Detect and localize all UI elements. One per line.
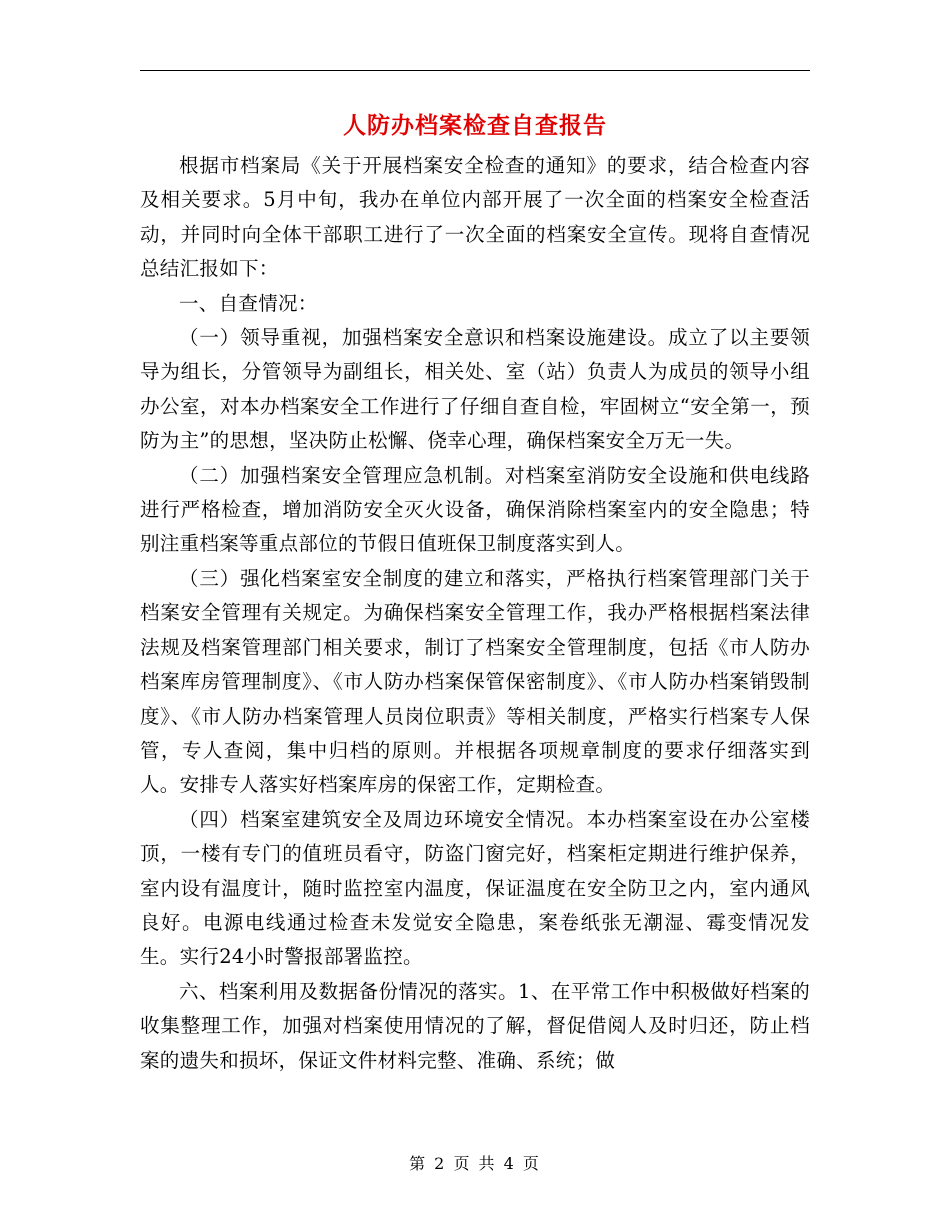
paragraph-item-3: （三）强化档案室安全制度的建立和落实，严格执行档案管理部门关于档案安全管理有关规定。为确保档案安全管理工作，我办严格根据档案法律法规及档案管理部门相关要求，制订了档案安全管理制度，包括《市人防办档案库房管理制度》、《市人防办档案保管保密制度》、《市人防办档案销毁制度》、《市人防办档案管理人员岗位职责》等相关制度，严格实行档案专人保管，专人查阅，集中归档的原则。并根据各项规章制度的要求仔细落实到人。安排专人落实好档案库房的保密工作，定期检查。 bbox=[140, 566, 810, 797]
paragraph-intro: 根据市档案局《关于开展档案安全检查的通知》的要求，结合检查内容及相关要求。5月中旬，我办在单位内部开展了一次全面的档案安全检查活动，并同时向全体干部职工进行了一次全面的档案安全宣传。现将自查情况总结汇报如下： bbox=[140, 154, 810, 281]
document-title: 人防办档案检查自查报告 bbox=[343, 112, 607, 139]
section-heading-self-check: 一、自查情况： bbox=[179, 291, 318, 315]
document-body bbox=[140, 149, 810, 1078]
paragraph-item-1: （一）领导重视，加强档案安全意识和档案设施建设。成立了以主要领导为组长，分管领导为副组长，相关处、室（站）负责人为成员的领导小组办公室，对本办档案安全工作进行了仔细自查自检，牢固树立“安全第一，预防为主”的思想，坚决防止松懈、侥幸心理，确保档案安全万无一失。 bbox=[140, 326, 810, 453]
page-number-footer: 第 2 页 共 4 页 bbox=[409, 1154, 541, 1173]
paragraph-item-2: （二）加强档案安全管理应急机制。对档案室消防安全设施和供电线路进行严格检查，增加消防安全灭火设备，确保消除档案室内的安全隐患；特别注重档案等重点部位的节假日值班保卫制度落实到人。 bbox=[140, 463, 810, 556]
paragraph-item-4: （四）档案室建筑安全及周边环境安全情况。本办档案室设在办公室楼顶，一楼有专门的值班员看守，防盗门窗完好，档案柜定期进行维护保养，室内设有温度计，随时监控室内温度，保证温度在安全防卫之内，室内通风良好。电源电线通过检查未发觉安全隐患，案卷纸张无潮湿、霉变情况发生。实行24小时警报部署监控。 bbox=[140, 807, 810, 969]
paragraph-section-6: 六、档案利用及数据备份情况的落实。1、在平常工作中积极做好档案的收集整理工作，加强对档案使用情况的了解，督促借阅人及时归还，防止档案的遗失和损坏，保证文件材料完整、准确、系统；做 bbox=[140, 979, 810, 1072]
header-rule bbox=[140, 70, 810, 71]
